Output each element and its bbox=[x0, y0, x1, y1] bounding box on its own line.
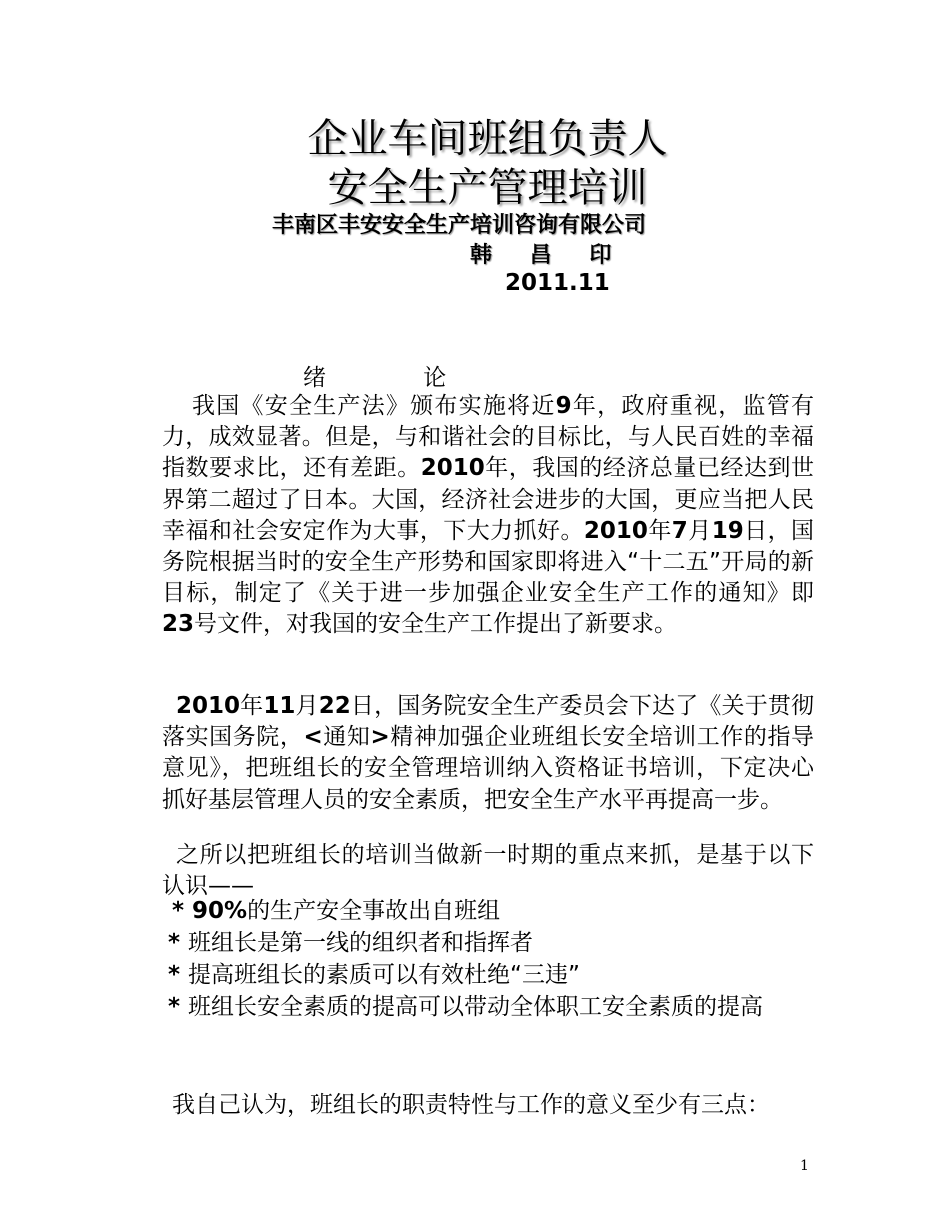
text-run: 年 bbox=[240, 693, 264, 719]
document-title-line2: 安全生产管理培训 bbox=[327, 165, 648, 211]
text-run: * bbox=[172, 898, 193, 924]
text-run: < bbox=[303, 724, 323, 751]
text-run: 7 bbox=[671, 517, 688, 544]
organization-name: 丰南区丰安安全生产培训咨询有限公司 bbox=[272, 213, 647, 238]
text-run: 提高班组长的素质可以有效杜绝“三违” bbox=[188, 962, 580, 988]
text-run: 年，我国的经济总量已经达到世界第二超过了日本。大国，经济社会进步的大国，更应当把人民幸福和社会安定作为大事，下大力抓好。 bbox=[162, 455, 815, 544]
text-run: 精神加强企业班组长安全培训工作的指导意见》，把班组长的安全管理培训纳入资格证书培训，下定决心抓好基层管理人员的安全素质，把安全生产水平再提高一步。 bbox=[162, 724, 815, 813]
paragraph-conclusion: 我自己认为，班组长的职责特性与工作的意义至少有三点： bbox=[172, 1092, 770, 1118]
text-run: 号文件，对我国的安全生产工作提出了新要求。 bbox=[194, 611, 678, 638]
text-run: 2010 bbox=[420, 455, 485, 482]
text-run: 月 bbox=[687, 517, 712, 544]
paragraph-notice bbox=[162, 691, 814, 816]
bullet-item bbox=[162, 928, 820, 959]
section-heading: 绪 论 bbox=[303, 365, 447, 391]
text-run: 11 bbox=[263, 693, 296, 719]
document-date: 2011.11 bbox=[505, 270, 610, 296]
text-run: 年 bbox=[647, 517, 672, 544]
text-run: 90% bbox=[192, 898, 248, 924]
text-run: 2010 bbox=[176, 693, 241, 719]
text-run: 19 bbox=[711, 517, 744, 544]
author-name: 韩 昌 印 bbox=[470, 243, 612, 268]
text-run: 日，国务院安全生产委员会下达了《关于贯彻落实国务院， bbox=[162, 693, 815, 751]
paragraph-intro bbox=[162, 391, 814, 641]
page-number: 1 bbox=[800, 1158, 809, 1174]
text-run: 年，政府重视，监管有力，成效显著。但是，与和谐社会的目标比，与人民百姓的幸福指数要求比，还有差距。 bbox=[162, 393, 815, 482]
bullet-item bbox=[162, 992, 820, 1023]
text-run: 23 bbox=[162, 611, 195, 638]
text-run: > bbox=[370, 724, 390, 751]
text-run: 22 bbox=[318, 693, 351, 719]
text-run: 9 bbox=[555, 393, 572, 419]
paragraph-reasons: 之所以把班组长的培训当做新一时期的重点来抓，是基于以下认识—— bbox=[162, 842, 814, 900]
text-run: * bbox=[168, 962, 189, 988]
text-run: 的生产安全事故出自班组 bbox=[247, 898, 501, 924]
text-run: * bbox=[168, 994, 189, 1020]
bullet-item bbox=[162, 896, 824, 927]
text-run: 班组长安全素质的提高可以带动全体职工安全素质的提高 bbox=[188, 994, 764, 1020]
text-run: * bbox=[168, 930, 189, 956]
document-title-line1: 企业车间班组负责人 bbox=[307, 116, 668, 162]
text-run: 日，国务院根据当时的安全生产形势和国家即将进入“十二五”开局的新目标，制定了《关于进一步加强企业安全生产工作的通知》即 bbox=[162, 517, 815, 607]
text-run: 月 bbox=[295, 693, 319, 719]
text-run: 我国《安全生产法》颁布实施将近 bbox=[192, 393, 556, 419]
text-run: 班组长是第一线的组织者和指挥者 bbox=[188, 930, 534, 956]
text-run: 通知 bbox=[322, 724, 371, 751]
bullet-item bbox=[162, 960, 820, 991]
text-run: 2010 bbox=[583, 517, 648, 544]
